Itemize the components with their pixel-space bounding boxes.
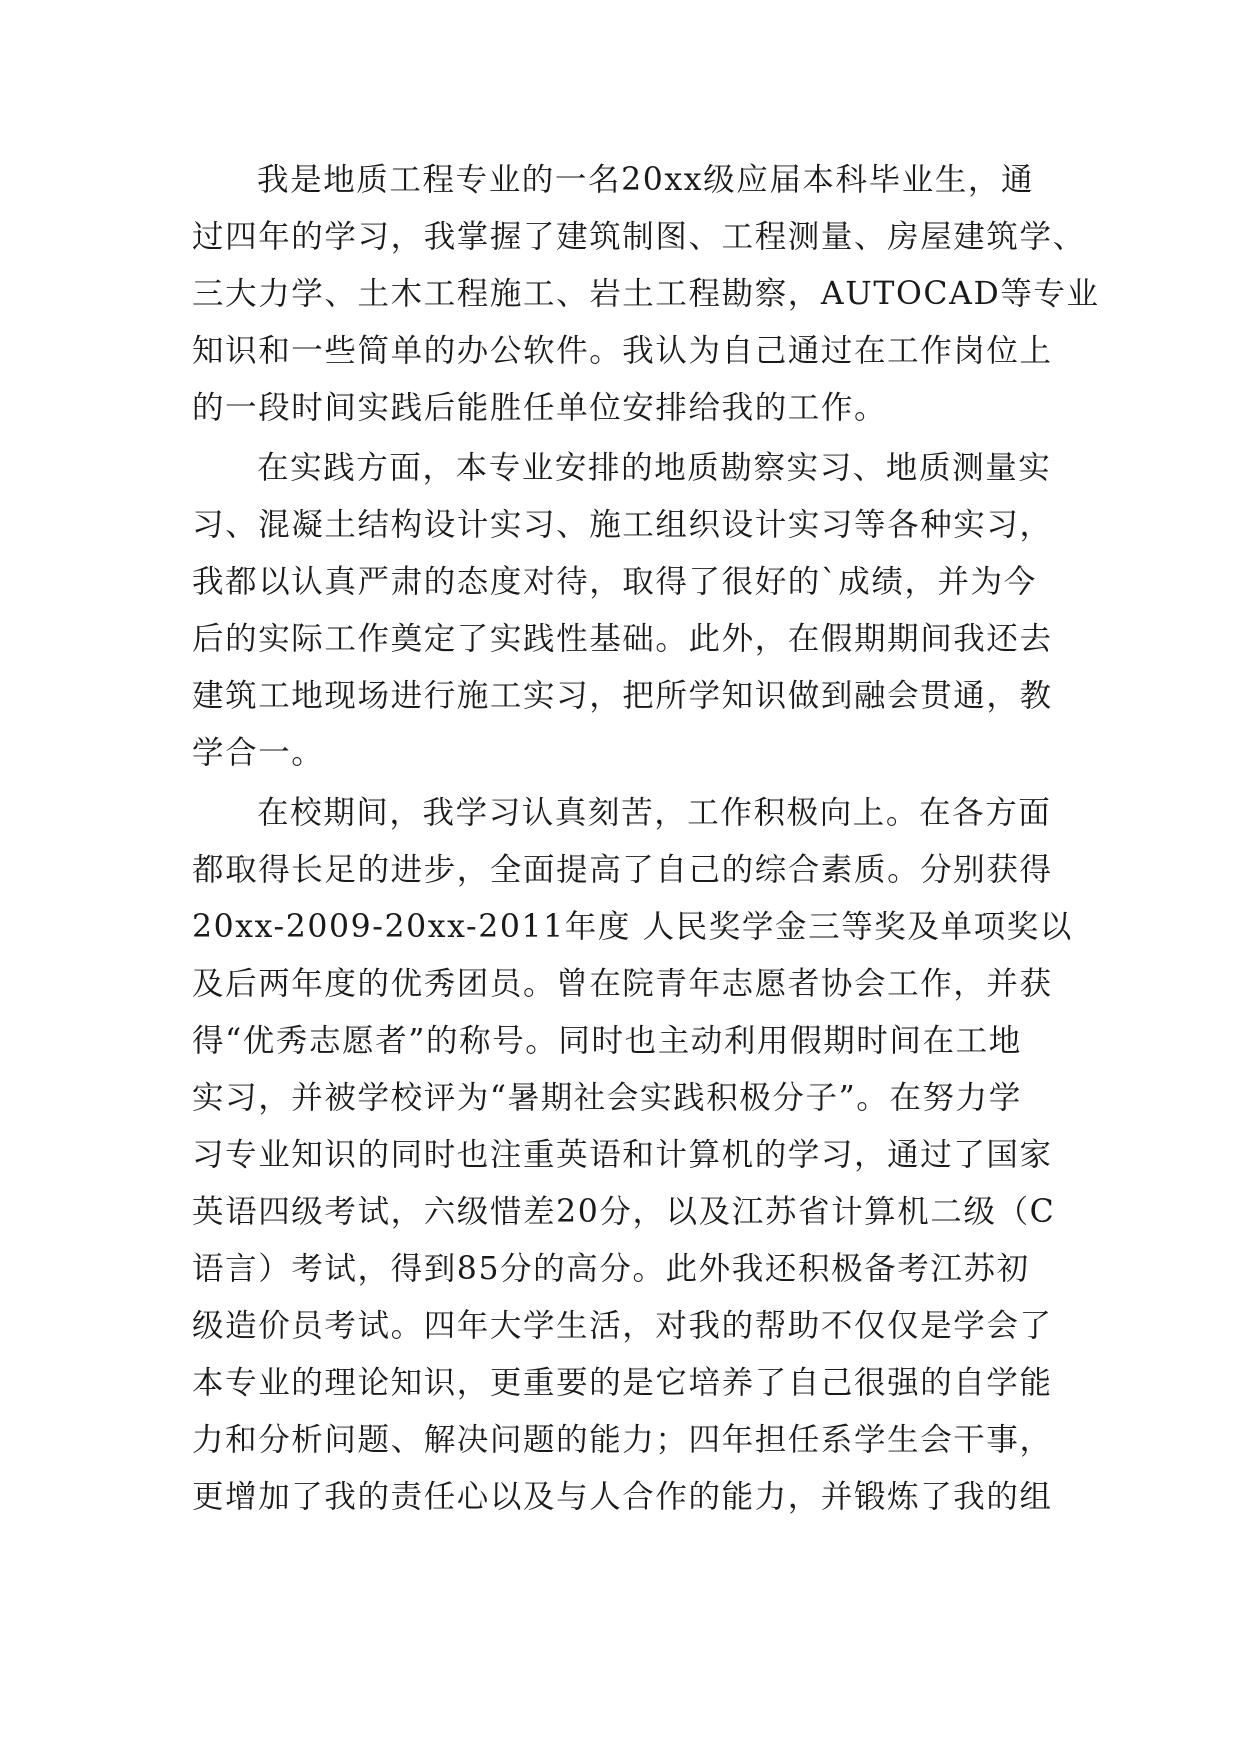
text-line: 在实践方面，本专业安排的地质勘察实习、地质测量实: [257, 450, 1052, 486]
text-line: 习、混凝土结构设计实习、施工组织设计实习等各种实习，: [192, 507, 1053, 543]
text-line: 本专业的理论知识，更重要的是它培养了自己很强的自学能: [192, 1365, 1053, 1401]
text-line: 更增加了我的责任心以及与人合作的能力，并锻炼了我的组: [192, 1479, 1053, 1515]
text-line: 三大力学、土木工程施工、岩土工程勘察，AUTOCAD等专业: [192, 276, 1100, 312]
text-line: 在校期间，我学习认真刻苦，工作积极向上。在各方面: [257, 795, 1052, 831]
text-line: 我都以认真严肃的态度对待，取得了很好的`成绩，并为今: [192, 564, 1037, 600]
text-line: 我是地质工程专业的一名20xx级应届本科毕业生，通: [257, 162, 1035, 198]
text-line: 英语四级考试，六级惜差20分，以及江苏省计算机二级（C: [192, 1194, 1056, 1230]
text-line: 实习，并被学校评为“暑期社会实践积极分子”。在努力学: [192, 1080, 1022, 1116]
text-line: 建筑工地现场进行施工实习，把所学知识做到融会贯通，教: [192, 678, 1053, 714]
text-line: 得“优秀志愿者”的称号。同时也主动利用假期时间在工地: [192, 1023, 1022, 1059]
text-line: 的一段时间实践后能胜任单位安排给我的工作。: [192, 390, 888, 426]
text-line: 都取得长足的进步，全面提高了自己的综合素质。分别获得: [192, 852, 1053, 888]
text-line: 后的实际工作奠定了实践性基础。此外，在假期期间我还去: [192, 621, 1053, 657]
text-line: 20xx-2009-20xx-2011年度 人民奖学金三等奖及单项奖以: [192, 909, 1073, 945]
text-line: 习专业知识的同时也注重英语和计算机的学习，通过了国家: [192, 1137, 1053, 1173]
text-line: 语言）考试，得到85分的高分。此外我还积极备考江苏初: [192, 1251, 1030, 1287]
text-line: 力和分析问题、解决问题的能力；四年担任系学生会干事，: [192, 1422, 1053, 1458]
text-line: 知识和一些简单的办公软件。我认为自己通过在工作岗位上: [192, 333, 1053, 369]
text-line: 学合一。: [192, 735, 325, 771]
text-line: 及后两年度的优秀团员。曾在院青年志愿者协会工作，并获: [192, 966, 1053, 1002]
text-line: 级造价员考试。四年大学生活，对我的帮助不仅仅是学会了: [192, 1308, 1053, 1344]
text-line: 过四年的学习，我掌握了建筑制图、工程测量、房屋建筑学、: [192, 219, 1086, 255]
